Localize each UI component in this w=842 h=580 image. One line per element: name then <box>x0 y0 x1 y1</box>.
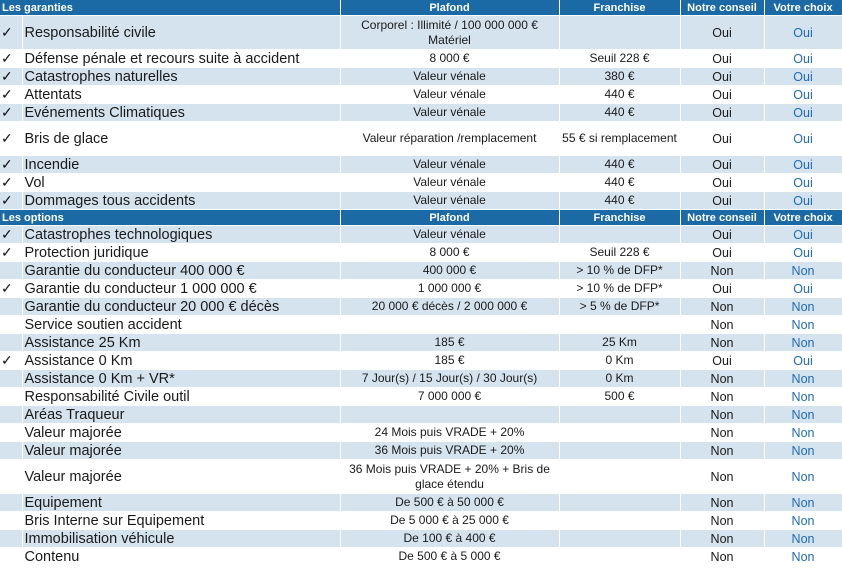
plafond-value: 185 € <box>340 352 559 370</box>
table-row <box>0 316 842 334</box>
franchise-value <box>559 460 680 494</box>
coverage-label: Assistance 25 Km <box>22 334 340 352</box>
checkmark-icon: ✓ <box>0 104 22 122</box>
checkmark-icon <box>0 262 22 280</box>
choix-value[interactable]: Oui <box>764 226 842 244</box>
plafond-value: De 100 € à 400 € <box>340 530 559 548</box>
franchise-value <box>559 442 680 460</box>
coverage-label: Bris de glace <box>22 122 340 156</box>
conseil-value: Non <box>680 460 764 494</box>
table-row <box>0 262 842 280</box>
checkmark-icon: ✓ <box>0 68 22 86</box>
choix-value[interactable]: Non <box>764 406 842 424</box>
table-row <box>0 460 842 494</box>
plafond-value: De 5 000 € à 25 000 € <box>340 512 559 530</box>
coverage-label: Equipement <box>22 494 340 512</box>
conseil-value: Oui <box>680 192 764 210</box>
choix-value[interactable]: Oui <box>764 280 842 298</box>
table-row <box>0 280 842 298</box>
checkmark-icon: ✓ <box>0 226 22 244</box>
conseil-value: Non <box>680 334 764 352</box>
choix-column-header: Votre choix <box>764 0 842 16</box>
choix-value[interactable]: Oui <box>764 156 842 174</box>
coverage-label: Bris Interne sur Equipement <box>22 512 340 530</box>
plafond-column-header: Plafond <box>340 0 559 16</box>
table-row <box>0 174 842 192</box>
coverage-label: Responsabilité Civile outil <box>22 388 340 406</box>
choix-value[interactable]: Non <box>764 334 842 352</box>
checkmark-icon: ✓ <box>0 156 22 174</box>
coverage-label: Attentats <box>22 86 340 104</box>
table-row <box>0 244 842 262</box>
coverage-label: Valeur majorée <box>22 424 340 442</box>
choix-value[interactable]: Non <box>764 298 842 316</box>
conseil-value: Oui <box>680 16 764 50</box>
conseil-value: Non <box>680 424 764 442</box>
choix-value[interactable]: Non <box>764 512 842 530</box>
franchise-column-header: Franchise <box>559 210 680 226</box>
checkmark-icon <box>0 298 22 316</box>
checkmark-icon: ✓ <box>0 50 22 68</box>
franchise-value: Seuil 228 € <box>559 244 680 262</box>
coverage-label: Catastrophes technologiques <box>22 226 340 244</box>
coverage-label: Dommages tous accidents <box>22 192 340 210</box>
coverage-label: Vol <box>22 174 340 192</box>
plafond-value: De 500 € à 5 000 € <box>340 548 559 566</box>
table-row <box>0 370 842 388</box>
franchise-value: 55 € si remplacement <box>559 122 680 156</box>
plafond-value <box>340 316 559 334</box>
franchise-value: 0 Km <box>559 370 680 388</box>
checkmark-icon <box>0 512 22 530</box>
franchise-value: 0 Km <box>559 352 680 370</box>
choix-value[interactable]: Non <box>764 316 842 334</box>
franchise-value <box>559 548 680 566</box>
conseil-value: Oui <box>680 104 764 122</box>
coverage-label: Immobilisation véhicule <box>22 530 340 548</box>
plafond-value: Valeur vénale <box>340 104 559 122</box>
table-row <box>0 68 842 86</box>
coverage-label: Valeur majorée <box>22 442 340 460</box>
table-row <box>0 122 842 156</box>
table-row <box>0 192 842 210</box>
choix-value[interactable]: Oui <box>764 244 842 262</box>
table-row <box>0 226 842 244</box>
choix-value[interactable]: Non <box>764 460 842 494</box>
coverage-label: Assistance 0 Km <box>22 352 340 370</box>
conseil-column-header: Notre conseil <box>680 0 764 16</box>
conseil-value: Oui <box>680 280 764 298</box>
franchise-value <box>559 530 680 548</box>
franchise-value: > 10 % de DFP* <box>559 280 680 298</box>
table-row <box>0 86 842 104</box>
conseil-value: Oui <box>680 244 764 262</box>
choix-value[interactable]: Non <box>764 388 842 406</box>
choix-value[interactable]: Oui <box>764 192 842 210</box>
plafond-value: 36 Mois puis VRADE + 20% + Bris de glace étendu <box>340 460 559 494</box>
franchise-value: 440 € <box>559 192 680 210</box>
plafond-value: 8 000 € <box>340 50 559 68</box>
plafond-value: Valeur vénale <box>340 68 559 86</box>
franchise-value: 25 Km <box>559 334 680 352</box>
table-row <box>0 548 842 566</box>
plafond-value: Valeur vénale <box>340 174 559 192</box>
conseil-value: Oui <box>680 352 764 370</box>
checkmark-icon: ✓ <box>0 86 22 104</box>
checkmark-icon: ✓ <box>0 192 22 210</box>
choix-value[interactable]: Oui <box>764 86 842 104</box>
table-row <box>0 16 842 50</box>
choix-value[interactable]: Oui <box>764 104 842 122</box>
coverage-label: Catastrophes naturelles <box>22 68 340 86</box>
coverage-label: Responsabilité civile <box>22 16 340 50</box>
plafond-value: De 500 € à 50 000 € <box>340 494 559 512</box>
coverage-label: Incendie <box>22 156 340 174</box>
garanties-section-title: Les garanties <box>0 0 340 16</box>
checkmark-icon <box>0 460 22 494</box>
choix-value[interactable]: Non <box>764 424 842 442</box>
conseil-value: Non <box>680 262 764 280</box>
franchise-value: 380 € <box>559 68 680 86</box>
franchise-value <box>559 226 680 244</box>
franchise-value: 440 € <box>559 156 680 174</box>
plafond-value: 7 000 000 € <box>340 388 559 406</box>
checkmark-icon <box>0 494 22 512</box>
coverage-label: Défense pénale et recours suite à accident <box>22 50 340 68</box>
plafond-value: Valeur vénale <box>340 226 559 244</box>
plafond-value: 20 000 € décès / 2 000 000 € <box>340 298 559 316</box>
plafond-value: 185 € <box>340 334 559 352</box>
plafond-value: 1 000 000 € <box>340 280 559 298</box>
franchise-value <box>559 316 680 334</box>
plafond-value: 36 Mois puis VRADE + 20% <box>340 442 559 460</box>
conseil-value: Non <box>680 530 764 548</box>
checkmark-icon <box>0 406 22 424</box>
checkmark-icon <box>0 424 22 442</box>
conseil-value: Non <box>680 298 764 316</box>
conseil-column-header: Notre conseil <box>680 210 764 226</box>
table-row <box>0 530 842 548</box>
table-row <box>0 442 842 460</box>
coverage-label: Evénements Climatiques <box>22 104 340 122</box>
checkmark-icon: ✓ <box>0 174 22 192</box>
coverage-label: Protection juridique <box>22 244 340 262</box>
checkmark-icon: ✓ <box>0 280 22 298</box>
franchise-column-header: Franchise <box>559 0 680 16</box>
checkmark-icon: ✓ <box>0 16 22 50</box>
plafond-value: 7 Jour(s) / 15 Jour(s) / 30 Jour(s) <box>340 370 559 388</box>
plafond-value: Valeur vénale <box>340 86 559 104</box>
table-row <box>0 494 842 512</box>
conseil-value: Oui <box>680 174 764 192</box>
checkmark-icon: ✓ <box>0 122 22 156</box>
conseil-value: Non <box>680 494 764 512</box>
franchise-value: 440 € <box>559 104 680 122</box>
franchise-value: > 5 % de DFP* <box>559 298 680 316</box>
conseil-value: Non <box>680 512 764 530</box>
plafond-value: 8 000 € <box>340 244 559 262</box>
plafond-value: Valeur vénale <box>340 192 559 210</box>
conseil-value: Oui <box>680 50 764 68</box>
options-section-title: Les options <box>0 210 340 226</box>
choix-value[interactable]: Non <box>764 548 842 566</box>
plafond-value: Valeur vénale <box>340 156 559 174</box>
conseil-value: Non <box>680 388 764 406</box>
conseil-value: Oui <box>680 156 764 174</box>
choix-value[interactable]: Oui <box>764 68 842 86</box>
table-row <box>0 334 842 352</box>
franchise-value <box>559 406 680 424</box>
choix-value[interactable]: Non <box>764 370 842 388</box>
table-row <box>0 512 842 530</box>
conseil-value: Oui <box>680 86 764 104</box>
choix-value[interactable]: Oui <box>764 352 842 370</box>
franchise-value: 440 € <box>559 174 680 192</box>
checkmark-icon <box>0 548 22 566</box>
coverage-label: Assistance 0 Km + VR* <box>22 370 340 388</box>
franchise-value: 500 € <box>559 388 680 406</box>
plafond-value <box>340 406 559 424</box>
coverage-label: Garantie du conducteur 20 000 € décès <box>22 298 340 316</box>
checkmark-icon <box>0 370 22 388</box>
franchise-value: > 10 % de DFP* <box>559 262 680 280</box>
options-header-row <box>0 210 842 226</box>
conseil-value: Oui <box>680 226 764 244</box>
coverage-label: Contenu <box>22 548 340 566</box>
conseil-value: Non <box>680 406 764 424</box>
plafond-column-header: Plafond <box>340 210 559 226</box>
coverage-label: Garantie du conducteur 400 000 € <box>22 262 340 280</box>
choix-value[interactable]: Non <box>764 262 842 280</box>
conseil-value: Non <box>680 370 764 388</box>
checkmark-icon <box>0 334 22 352</box>
franchise-value: 440 € <box>559 86 680 104</box>
choix-value[interactable]: Oui <box>764 174 842 192</box>
franchise-value <box>559 424 680 442</box>
garanties-header-row <box>0 0 842 16</box>
conseil-value: Non <box>680 548 764 566</box>
checkmark-icon <box>0 316 22 334</box>
coverage-label: Aréas Traqueur <box>22 406 340 424</box>
plafond-value: Valeur réparation /remplacement <box>340 122 559 156</box>
table-row <box>0 104 842 122</box>
franchise-value <box>559 16 680 50</box>
choix-value[interactable]: Non <box>764 530 842 548</box>
coverage-label: Valeur majorée <box>22 460 340 494</box>
conseil-value: Oui <box>680 68 764 86</box>
checkmark-icon: ✓ <box>0 352 22 370</box>
choix-value[interactable]: Non <box>764 494 842 512</box>
franchise-value: Seuil 228 € <box>559 50 680 68</box>
conseil-value: Oui <box>680 122 764 156</box>
table-footer-edge <box>0 574 842 580</box>
checkmark-icon <box>0 530 22 548</box>
table-row <box>0 156 842 174</box>
plafond-value: Corporel : Illimité / 100 000 000 € Matériel <box>340 16 559 50</box>
checkmark-icon: ✓ <box>0 244 22 262</box>
checkmark-icon <box>0 388 22 406</box>
choix-value[interactable]: Oui <box>764 50 842 68</box>
checkmark-icon <box>0 442 22 460</box>
choix-value[interactable]: Oui <box>764 122 842 156</box>
plafond-value: 400 000 € <box>340 262 559 280</box>
table-row <box>0 406 842 424</box>
coverage-label: Service soutien accident <box>22 316 340 334</box>
franchise-value <box>559 494 680 512</box>
coverage-label: Garantie du conducteur 1 000 000 € <box>22 280 340 298</box>
table-row <box>0 50 842 68</box>
table-row <box>0 424 842 442</box>
choix-column-header: Votre choix <box>764 210 842 226</box>
choix-value[interactable]: Oui <box>764 16 842 50</box>
table-row <box>0 298 842 316</box>
table-row <box>0 352 842 370</box>
plafond-value: 24 Mois puis VRADE + 20% <box>340 424 559 442</box>
franchise-value <box>559 512 680 530</box>
choix-value[interactable]: Non <box>764 442 842 460</box>
table-row <box>0 388 842 406</box>
conseil-value: Non <box>680 316 764 334</box>
conseil-value: Non <box>680 442 764 460</box>
